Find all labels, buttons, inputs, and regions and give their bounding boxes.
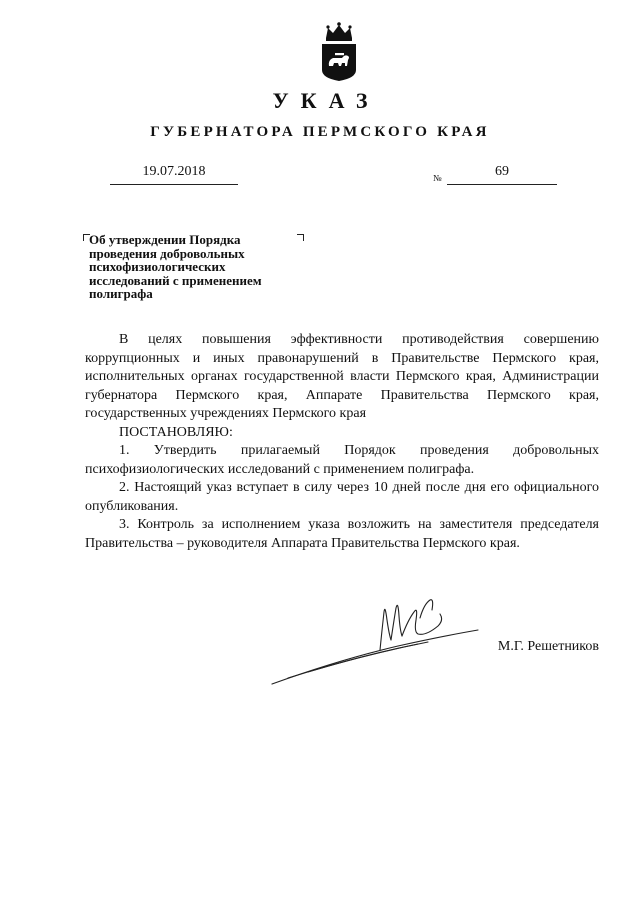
document-body: [85, 331, 599, 553]
decree-item-2: 2. Настоящий указ вступает в силу через 10 дней после дня его официального опубликования.: [85, 480, 599, 514]
document-type-title: УКАЗ: [272, 88, 380, 113]
decree-word: ПОСТАНОВЛЯЮ:: [119, 424, 233, 440]
handwritten-signature: [268, 590, 488, 690]
decree-item-3: 3. Контроль за исполнением указа возложить на заместителя председателя Правительства – руководителя Аппарата Правительства Пермского края.: [85, 517, 599, 551]
document-subject: Об утверждении Порядка проведения добровольных психофизиологических исследований с применением полиграфа: [89, 232, 262, 301]
document-number: 69: [447, 163, 557, 185]
coat-of-arms-icon: [318, 20, 360, 82]
decree-item-1: 1. Утвердить прилагаемый Порядок проведения добровольных психофизиологических исследований с применением полиграфа.: [85, 443, 599, 477]
signer-name: М.Г. Решетников: [497, 639, 599, 654]
issuer-title: ГУБЕРНАТОРА ПЕРМСКОГО КРАЯ: [150, 124, 490, 140]
document-date: 19.07.2018: [110, 163, 238, 185]
number-label: №: [433, 173, 442, 183]
preamble-paragraph: В целях повышения эффективности противодействия совершению коррупционных и иных правонарушений в Правительстве Пермского края, исполнительных органах государственной власти Пермского края, Администрации губернатора Пермского края, Аппарате Правительства Пермского края, государственных учреждениях Пермского края: [85, 332, 599, 421]
